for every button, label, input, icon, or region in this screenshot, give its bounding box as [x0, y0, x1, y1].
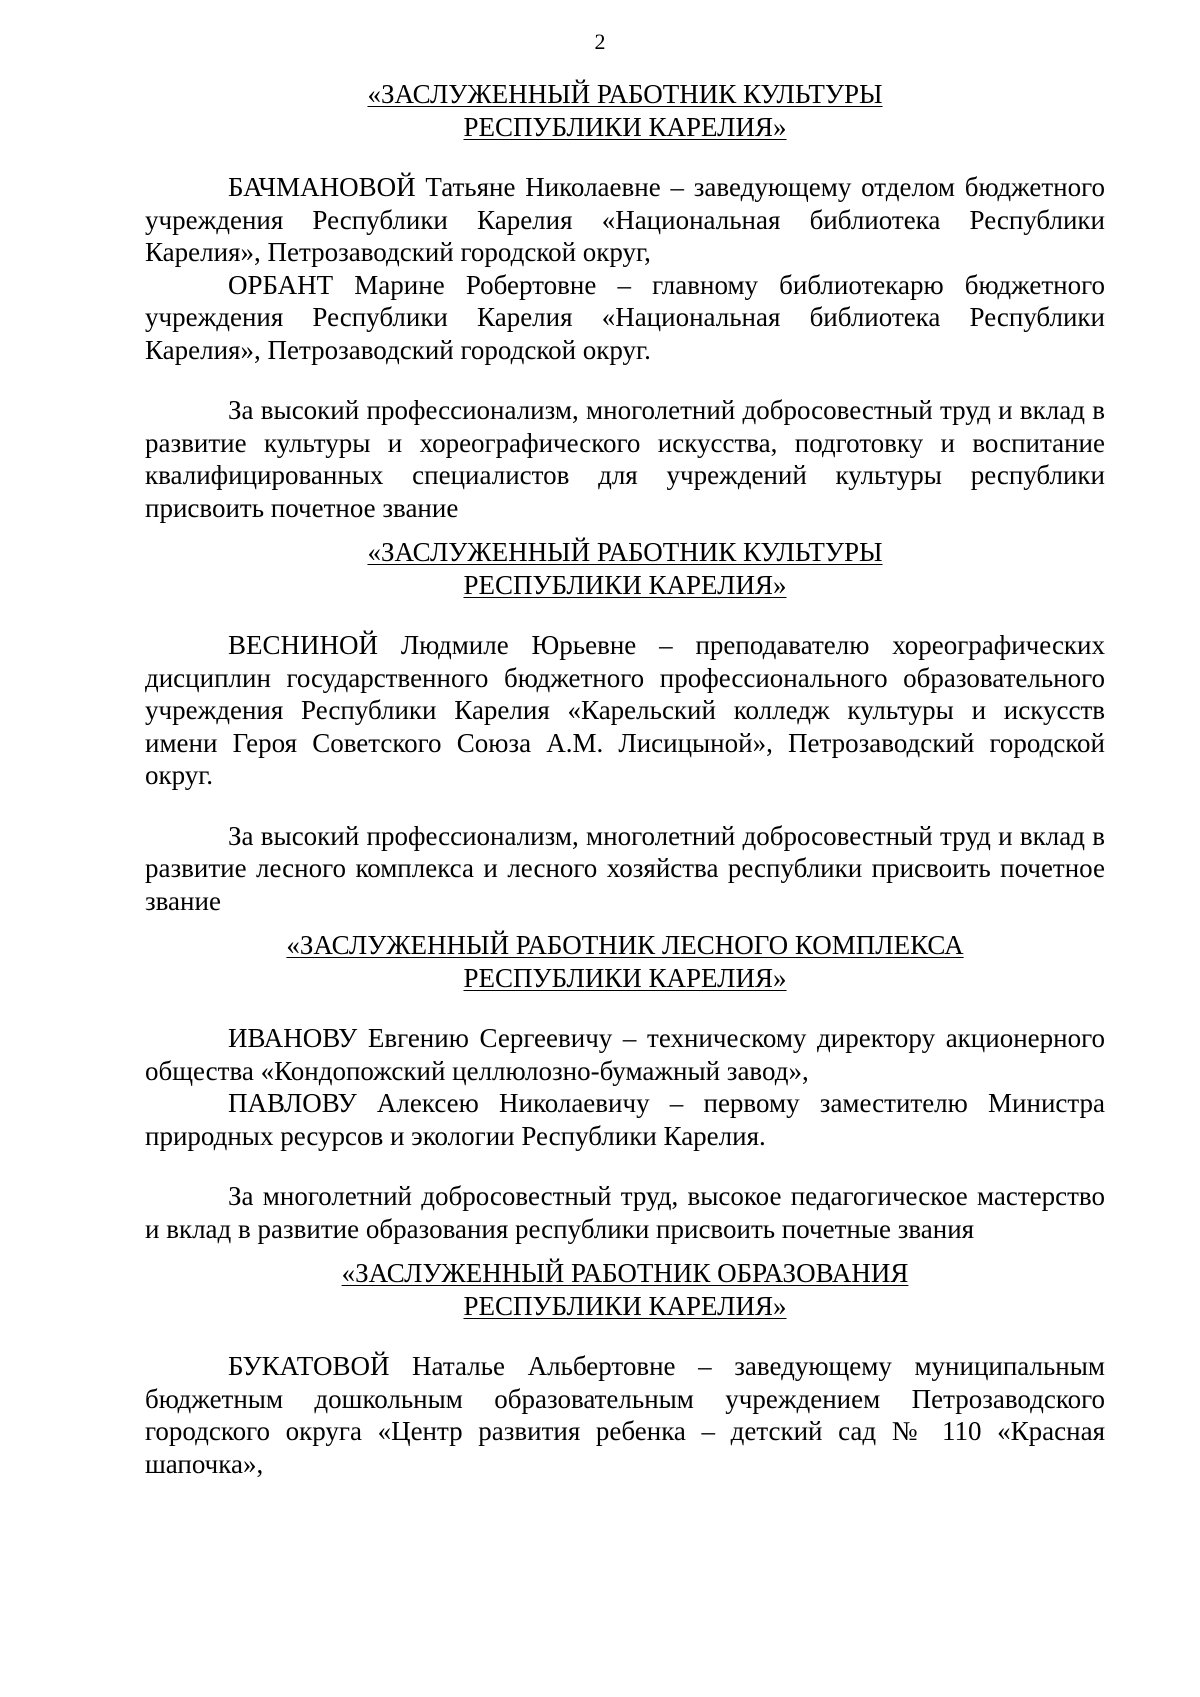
award-intro-paragraph: За высокий профессионализм, многолетний добросовестный труд и вклад в развитие культуры и хореографического искусства, подготовку и воспитание квалифицированных специалистов для учреждений культуры республики присвоить почетное звание — [145, 395, 1105, 523]
document-body — [145, 78, 1105, 1480]
awardee-paragraph: БАЧМАНОВОЙ Татьяне Николаевне – заведующему отделом бюджетного учреждения Республики Карелия «Национальная библиотека Республики Карелия», Петрозаводский городской округ, — [145, 172, 1105, 267]
award-title-line: РЕСПУБЛИКИ КАРЕЛИЯ» — [463, 569, 787, 600]
award-title-line: РЕСПУБЛИКИ КАРЕЛИЯ» — [463, 962, 787, 993]
award-title-line: «ЗАСЛУЖЕННЫЙ РАБОТНИК ЛЕСНОГО КОМПЛЕКСА — [286, 930, 964, 960]
award-title-culture-2 — [145, 536, 1105, 601]
awardee-paragraph: ИВАНОВУ Евгению Сергеевичу – техническому директору акционерного общества «Кондопожский целлюлозно-бумажный завод», — [145, 1023, 1105, 1086]
award-title-line: «ЗАСЛУЖЕННЫЙ РАБОТНИК КУЛЬТУРЫ — [367, 79, 883, 109]
award-intro-paragraph: За многолетний добросовестный труд, высокое педагогическое мастерство и вклад в развитие образования республики присвоить почетные звания — [145, 1181, 1105, 1244]
awardee-paragraph: ВЕСНИНОЙ Людмиле Юрьевне – преподавателю хореографических дисциплин государственного бюджетного профессионального образовательного учреждения Республики Карелия «Карельский колледж культуры и искусств имени Героя Советского Союза А.М. Лисицыной», Петрозаводский городской округ. — [145, 630, 1105, 790]
award-title-culture-1 — [145, 78, 1105, 143]
page-number: 2 — [594, 29, 606, 54]
award-title-line: «ЗАСЛУЖЕННЫЙ РАБОТНИК ОБРАЗОВАНИЯ — [341, 1258, 909, 1288]
award-intro-paragraph: За высокий профессионализм, многолетний добросовестный труд и вклад в развитие лесного комплекса и лесного хозяйства республики присвоить почетное звание — [145, 820, 1105, 916]
awardee-paragraph: ПАВЛОВУ Алексею Николаевичу – первому заместителю Министра природных ресурсов и экологии Республики Карелия. — [145, 1088, 1105, 1151]
award-title-education — [145, 1257, 1105, 1322]
awardee-paragraph: ОРБАНТ Марине Робертовне – главному библиотекарю бюджетного учреждения Республики Карелия «Национальная библиотека Республики Карелия», Петрозаводский городской округ. — [145, 269, 1105, 365]
award-title-line: РЕСПУБЛИКИ КАРЕЛИЯ» — [463, 1290, 787, 1321]
award-title-line: РЕСПУБЛИКИ КАРЕЛИЯ» — [463, 111, 787, 142]
awardee-paragraph: БУКАТОВОЙ Наталье Альбертовне – заведующему муниципальным бюджетным дошкольным образовательным учреждением Петрозаводского городского округа «Центр развития ребенка – детский сад № 110 «Красная шапочка», — [145, 1351, 1105, 1479]
award-title-forestry — [145, 929, 1105, 994]
award-title-line: «ЗАСЛУЖЕННЫЙ РАБОТНИК КУЛЬТУРЫ — [367, 537, 883, 567]
